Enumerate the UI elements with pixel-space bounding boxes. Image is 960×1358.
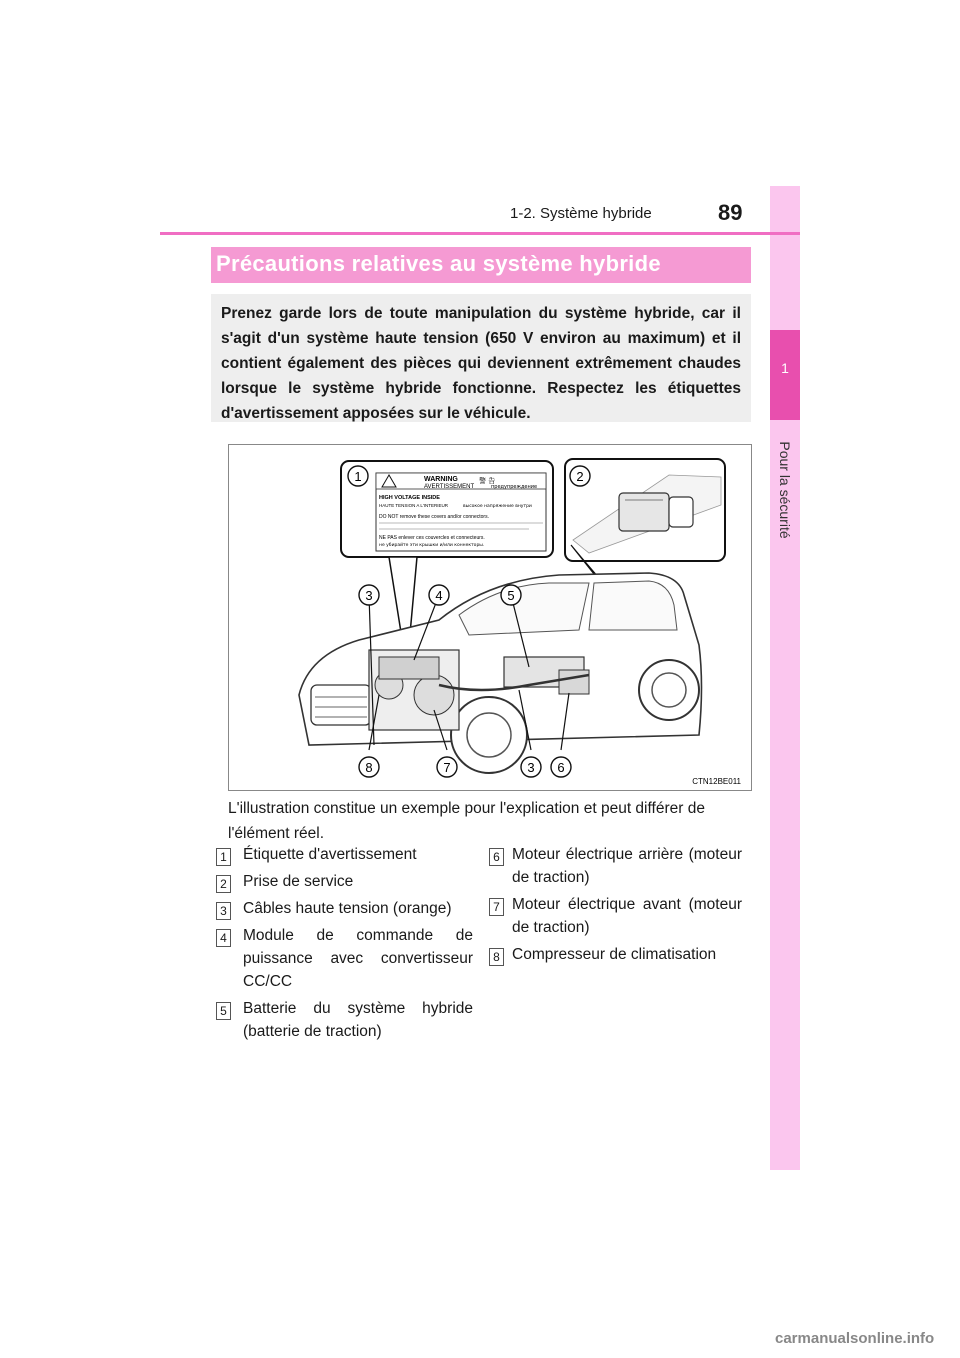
page-number: 89 [718, 200, 743, 225]
hybrid-system-illustration [228, 444, 752, 791]
callout-3-top [359, 585, 379, 605]
illustration-svg [229, 445, 751, 790]
label-line-en: DO NOT remove these covers and/or connectors. [379, 514, 489, 520]
legend-badge-2: 2 [216, 875, 231, 893]
header-rule [160, 232, 800, 235]
callout-7 [437, 757, 457, 777]
vehicle-side-window [589, 581, 677, 630]
callout-6 [551, 757, 571, 777]
label-vysokoe: высокое напряжение внутри [463, 504, 532, 509]
callout-6-number: 6 [557, 760, 565, 775]
legend-badge-7: 7 [489, 898, 504, 916]
callout-2 [570, 466, 590, 486]
label-line-ru: не убирайте эти крышки и/или коннекторы. [379, 543, 485, 548]
rear-motor-icon [559, 670, 589, 694]
front-wheel-hub [467, 713, 511, 757]
service-plug-handle [669, 497, 693, 527]
callout-4-number: 4 [435, 588, 443, 603]
callout-8 [359, 757, 379, 777]
legend-badge-3: 3 [216, 902, 231, 920]
label-kanji: 警 告 [479, 477, 496, 485]
watermark: carmanualsonline.info [775, 1330, 935, 1347]
label-avertissement: AVERTISSEMENT [424, 484, 475, 490]
callout-8-number: 8 [365, 760, 373, 775]
legend-text-2: Prise de service [243, 873, 354, 890]
power-control-unit-icon [379, 657, 439, 679]
figure-code: CTN12BE011 [692, 777, 741, 786]
service-plug-icon [619, 493, 669, 531]
callout-5-number: 5 [507, 588, 515, 603]
callout-4 [429, 585, 449, 605]
legend-text-7: Moteur électrique avant (moteur de traction) [512, 896, 742, 936]
legend-text-4: Module de commande de puissance avec convertisseur CC/CC [243, 927, 473, 990]
chapter-number: 1 [781, 360, 789, 376]
callout-3-top-number: 3 [365, 588, 373, 603]
legend-text-5: Batterie du système hybride (batterie de traction) [243, 1000, 473, 1040]
legend-badge-1: 1 [216, 848, 231, 866]
intro-text: Prenez garde lors de toute manipulation du système hybride, car il s'agit d'un système haute tension (650 V environ au maximum) et il contient également des pièces qui deviennent extrêmement chaudes lorsque le système hybride fonctionne. Respectez les étiquettes d'avertissement apposées sur le véhicule. [221, 305, 741, 422]
legend-badge-5: 5 [216, 1002, 231, 1020]
callout-2-number: 2 [576, 469, 584, 484]
legend-text-3: Câbles haute tension (orange) [243, 900, 452, 917]
page-title: Précautions relatives au système hybride [216, 251, 661, 276]
callout-3-bottom [521, 757, 541, 777]
legend-text-1: Étiquette d'avertissement [243, 846, 417, 863]
callout-7-number: 7 [443, 760, 451, 775]
label-haute-tension: HAUTE TENSION A L'INTERIEUR [379, 503, 449, 508]
section-title: 1-2. Système hybride [510, 205, 652, 222]
figure-caption: L'illustration constitue un exemple pour l'explication et peut différer de l'élément réel. [228, 800, 705, 842]
chapter-label: Pour la sécurité [777, 441, 793, 539]
legend-badge-6: 6 [489, 848, 504, 866]
legend-badge-4: 4 [216, 929, 231, 947]
callout-1-number: 1 [354, 469, 362, 484]
legend-badge-8: 8 [489, 948, 504, 966]
callout-5 [501, 585, 521, 605]
label-hv-inside: HIGH VOLTAGE INSIDE [379, 495, 440, 501]
label-warning: WARNING [424, 476, 458, 483]
label-cyrillic: предупреждение [491, 484, 538, 490]
legend-text-6: Moteur électrique arrière (moteur de traction) [512, 846, 742, 886]
front-motor-icon [414, 675, 454, 715]
grille-icon [311, 685, 371, 725]
rear-wheel-hub [652, 673, 686, 707]
vehicle-windshield [459, 583, 589, 635]
callout-3-bottom-number: 3 [527, 760, 535, 775]
label-line-fr: NE PAS enlever ces couvercles et connecteurs. [379, 535, 485, 541]
legend-text-8: Compresseur de climatisation [512, 946, 717, 963]
callout-1 [348, 466, 368, 486]
